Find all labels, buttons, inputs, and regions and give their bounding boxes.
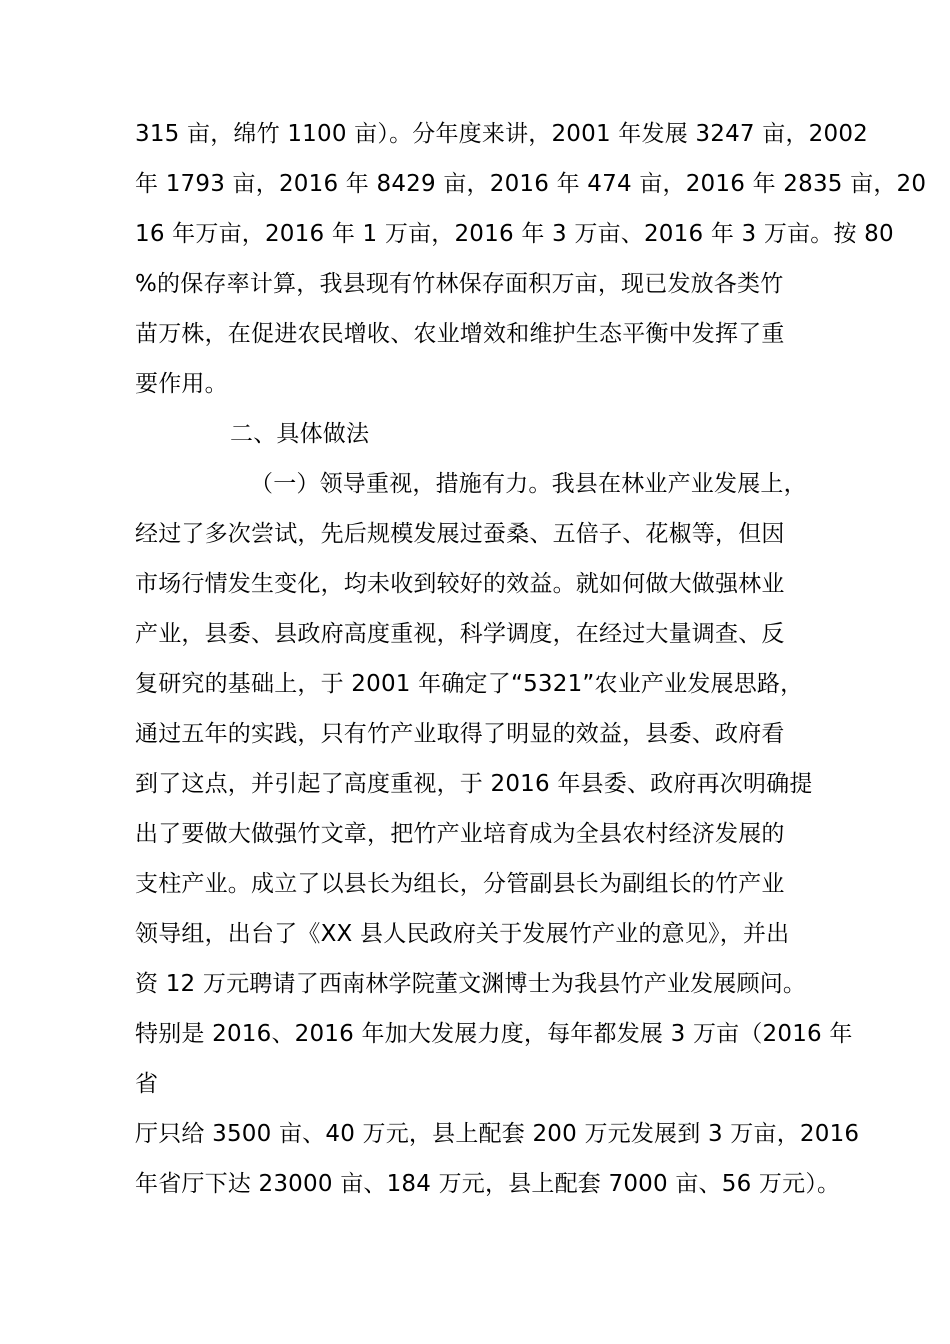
text-line: 产业，县委、县政府高度重视，科学调度，在经过大量调查、反 [135,621,785,647]
text-line: 特别是 2016、2016 年加大发展力度，每年都发展 3 万亩（2016 年 [135,1021,853,1047]
text-line: （一）领导重视，措施有力。我县在林业产业发展上， [250,471,807,497]
text-line: 复研究的基础上，于 2001 年确定了“5321”农业产业发展思路， [135,671,804,697]
text-line: 到了这点，并引起了高度重视，于 2016 年县委、政府再次明确提 [135,771,813,797]
text-line: 厅只给 3500 亩、40 万元，县上配套 200 万元发展到 3 万亩，2016 [135,1121,860,1147]
text-line: 16 年万亩，2016 年 1 万亩，2016 年 3 万亩、2016 年 3 万亩。按 80 [135,221,894,247]
text-line: 要作用。 [135,371,228,397]
text-line: 苗万株，在促进农民增收、农业增效和维护生态平衡中发挥了重 [135,321,785,347]
text-line: 通过五年的实践，只有竹产业取得了明显的效益，县委、政府看 [135,721,785,747]
text-line: 省 [135,1071,159,1097]
text-line: 出了要做大做强竹文章，把竹产业培育成为全县农村经济发展的 [135,821,785,847]
text-line: 资 12 万元聘请了西南林学院董文渊博士为我县竹产业发展顾问。 [135,971,807,997]
text-line: 年 1793 亩，2016 年 8429 亩，2016 年 474 亩，2016 年 2835 亩，20 [135,171,927,197]
text-line: 支柱产业。成立了以县长为组长，分管副县长为副组长的竹产业 [135,871,785,897]
text-line: 315 亩，绵竹 1100 亩）。分年度来讲，2001 年发展 3247 亩，2002 [135,121,868,147]
text-line: 年省厅下达 23000 亩、184 万元，县上配套 7000 亩、56 万元）。 [135,1171,841,1197]
text-line: 领导组，出台了《XX 县人民政府关于发展竹产业的意见》，并出 [135,921,790,947]
section-heading: 二、具体做法 [230,421,370,447]
text-line: %的保存率计算，我县现有竹林保存面积万亩，现已发放各类竹 [135,271,784,297]
text-line: 市场行情发生变化，均未收到较好的效益。就如何做大做强林业 [135,571,785,597]
text-line: 经过了多次尝试，先后规模发展过蚕桑、五倍子、花椒等，但因 [135,521,785,547]
